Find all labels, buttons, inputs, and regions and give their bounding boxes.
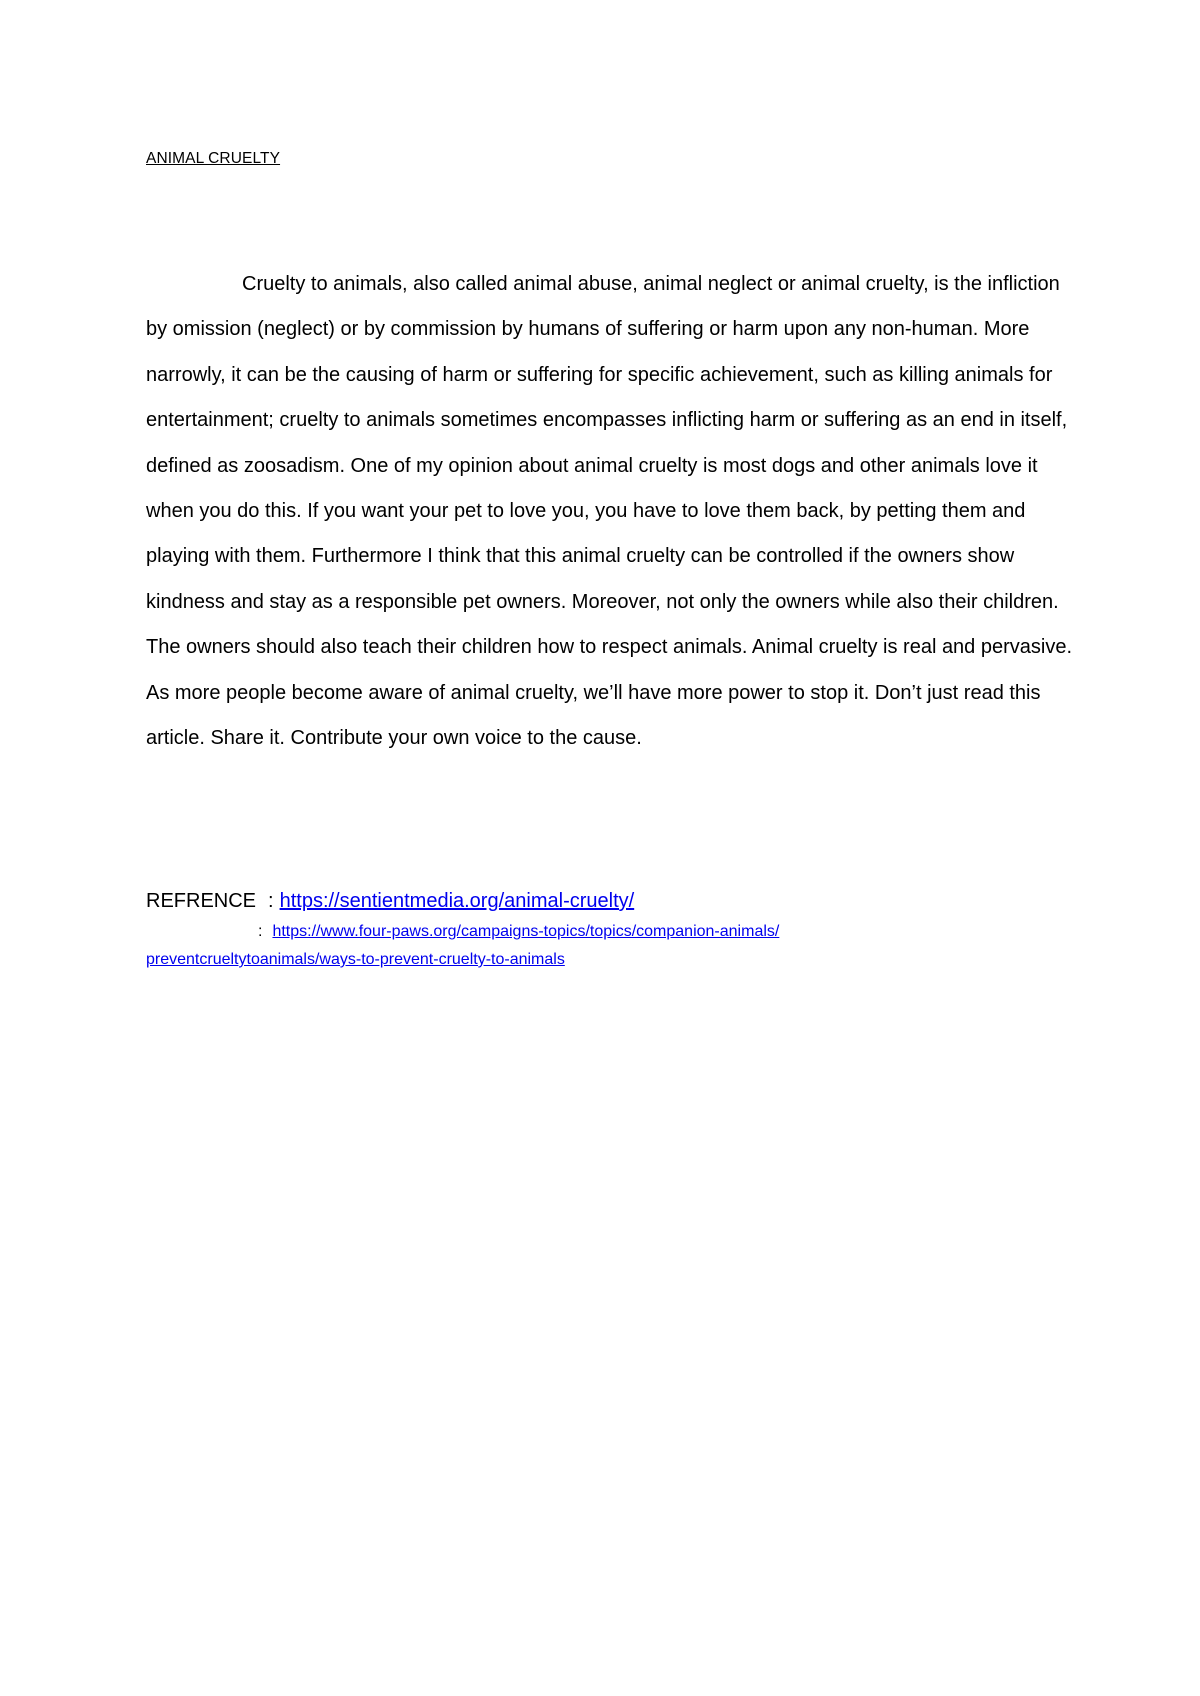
document-title: ANIMAL CRUELTY: [146, 150, 281, 167]
reference-link-four-paws-part1: https://www.four-paws.org/campaigns-topics/topics/companion-animals/: [272, 923, 780, 940]
reference-section: [146, 888, 1106, 974]
reference-line-1: [146, 888, 1106, 914]
reference-link-sentientmedia[interactable]: https://sentientmedia.org/animal-cruelty/: [279, 890, 635, 912]
reference-line-2: [146, 918, 1106, 974]
reference-link-four-paws[interactable]: [146, 923, 779, 968]
reference-colon-2: :: [258, 923, 263, 940]
reference-colon: :: [268, 890, 274, 912]
body-paragraph: Cruelty to animals, also called animal abuse, animal neglect or animal cruelty, is the infliction by omission (neglect) or by commission by humans of suffering or harm upon any non-human. More narrowly, it can be the causing of harm or suffering for specific achievement, such as killing animals for entertainment; cruelty to animals sometimes encompasses inflicting harm or suffering as an end in itself, defined as zoosadism. One of my opinion about animal cruelty is most dogs and other animals love it when you do this. If you want your pet to love you, you have to love them back, by petting them and playing with them. Furthermore I think that this animal cruelty can be controlled if the owners show kindness and stay as a responsible pet owners. Moreover, not only the owners while also their children. The owners should also teach their children how to respect animals. Animal cruelty is real and pervasive. As more people become aware of animal cruelty, we’ll have more power to stop it. Don’t just read this article. Share it. Contribute your own voice to the cause.: [146, 273, 1073, 750]
reference-label: REFRENCE: [146, 890, 257, 912]
reference-link-four-paws-part2: preventcrueltytoanimals/ways-to-prevent-cruelty-to-animals: [146, 951, 565, 968]
